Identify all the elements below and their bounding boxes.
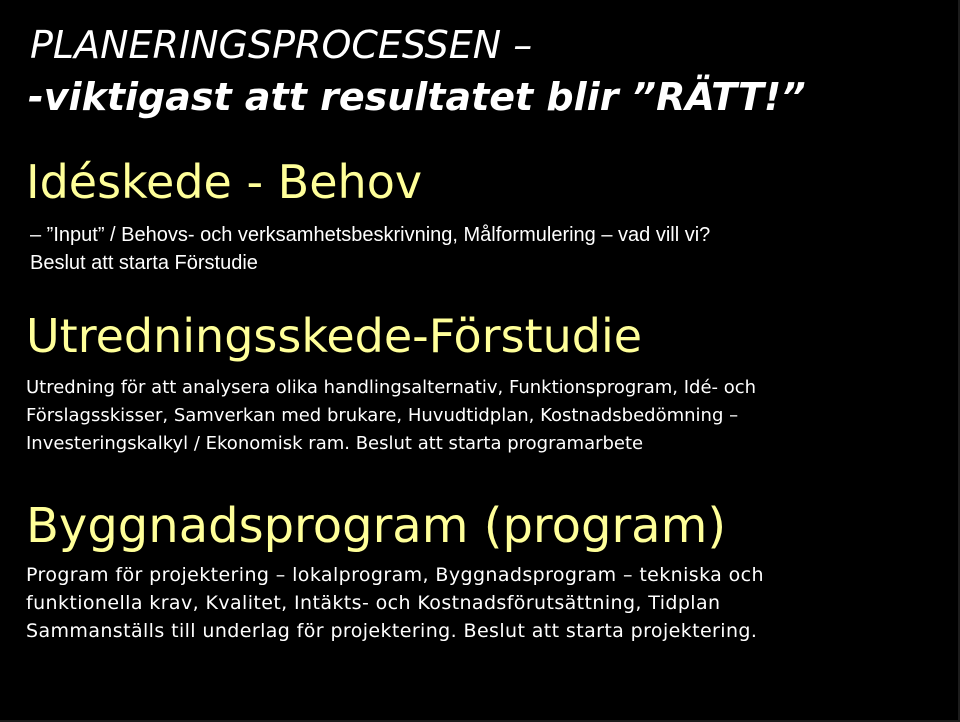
section-text-byggnadsprogram-line-2: funktionella krav, Kvalitet, Intäkts- och Kostnadsförutsättning, Tidplan: [26, 592, 721, 614]
slide-title-line-2: -viktigast att resultatet blir ”RÄTT!”: [28, 75, 806, 119]
section-text-forstudie-line-3: Investeringskalkyl / Ekonomisk ram. Beslut att starta programarbete: [26, 433, 644, 454]
section-text-ideskede-line-2: Beslut att starta Förstudie: [30, 252, 258, 274]
section-heading-byggnadsprogram: Byggnadsprogram (program): [26, 498, 727, 554]
section-heading-ideskede: Idéskede - Behov: [26, 155, 423, 209]
section-text-forstudie-line-2: Förslagsskisser, Samverkan med brukare, Huvudtidplan, Kostnadsbedömning –: [26, 405, 739, 426]
section-text-forstudie-line-1: Utredning för att analysera olika handlingsalternativ, Funktionsprogram, Idé- och: [26, 377, 757, 398]
slide-title-line-1: PLANERINGSPROCESSEN –: [30, 23, 533, 67]
section-text-ideskede-line-1: – ”Input” / Behovs- och verksamhetsbeskrivning, Målformulering – vad vill vi?: [30, 224, 711, 246]
section-heading-forstudie: Utredningsskede-Förstudie: [26, 309, 643, 363]
section-text-byggnadsprogram-line-3: Sammanställs till underlag för projektering. Beslut att starta projektering.: [26, 620, 758, 642]
section-text-byggnadsprogram-line-1: Program för projektering – lokalprogram, Byggnadsprogram – tekniska och: [26, 564, 764, 586]
